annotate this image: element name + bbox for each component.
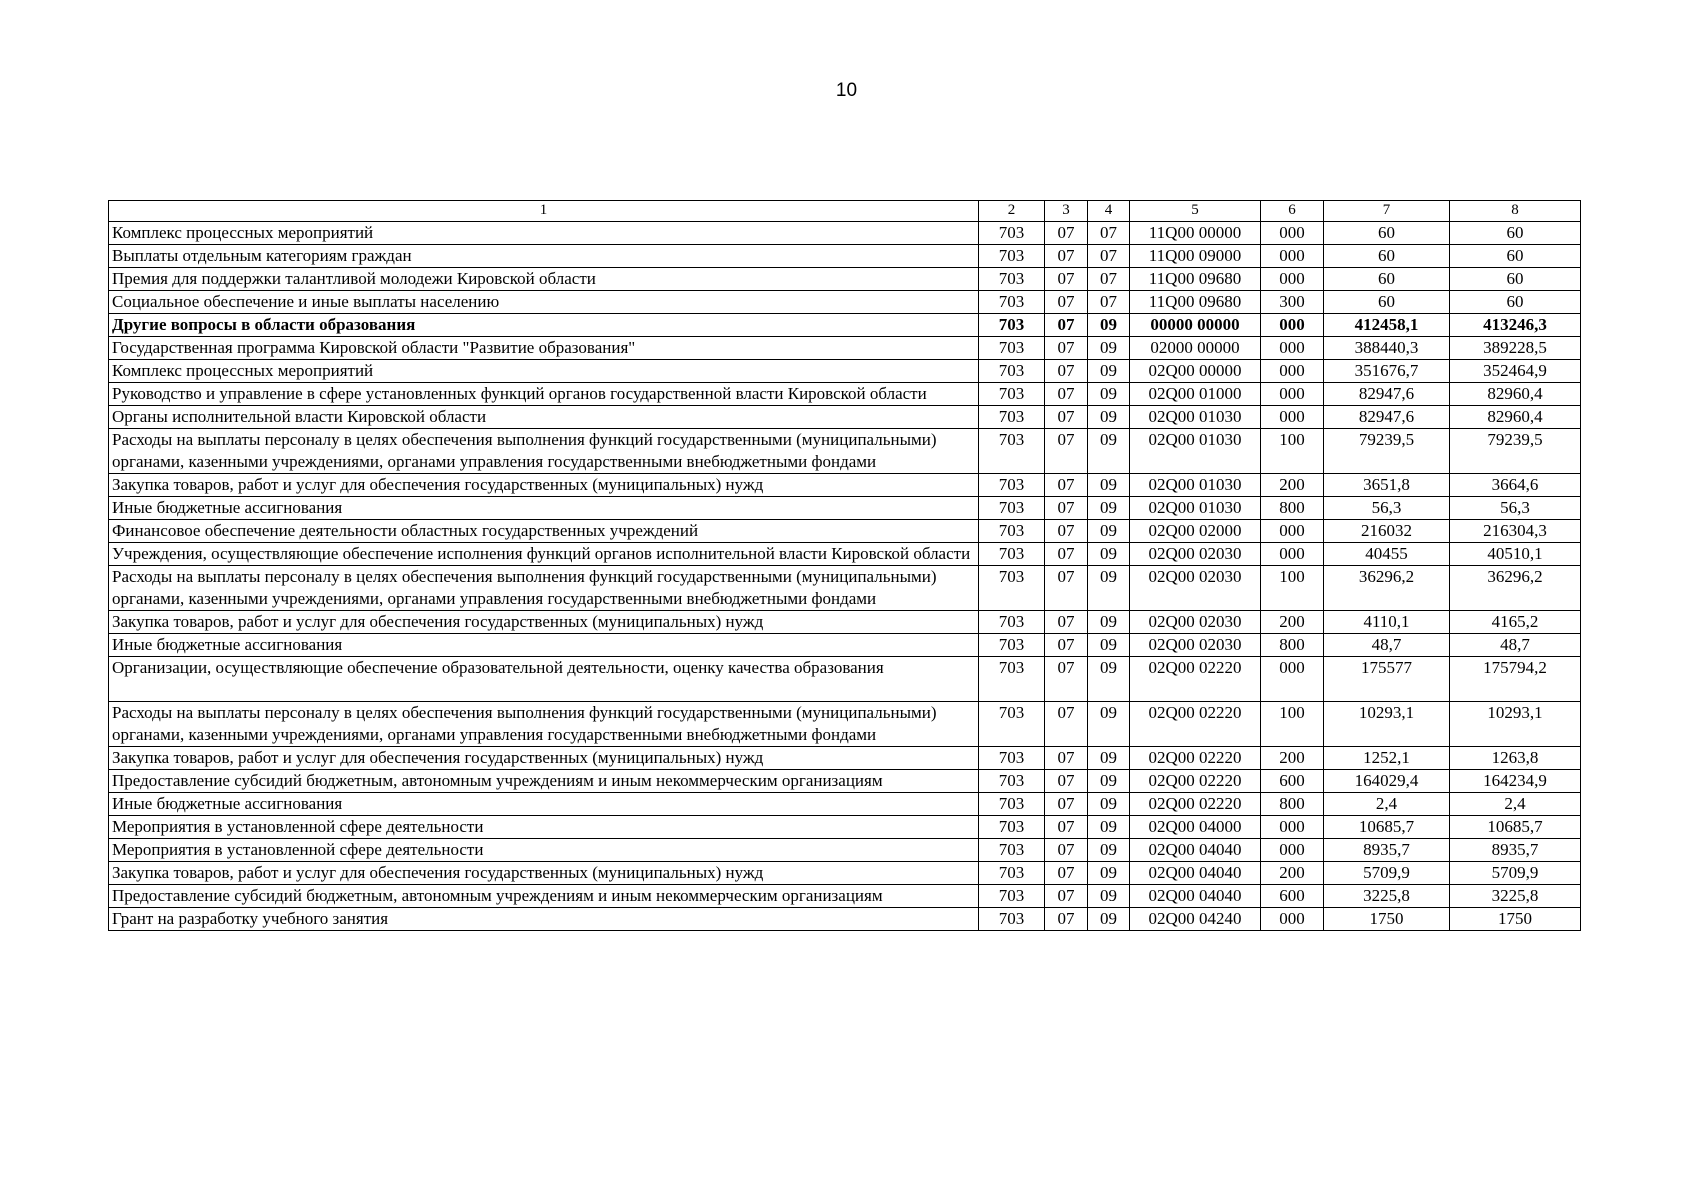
- code-cell: 703: [979, 611, 1045, 634]
- row-name-cell: Предоставление субсидий бюджетным, автономным учреждениям и иным некоммерческим организациям: [109, 770, 979, 793]
- amount-year2-cell: 216304,3: [1450, 520, 1581, 543]
- amount-year2-cell: 3225,8: [1450, 885, 1581, 908]
- code-cell: 703: [979, 885, 1045, 908]
- table-row: [109, 497, 1581, 520]
- amount-year2-cell: 79239,5: [1450, 429, 1581, 474]
- target-article-cell: 02Q00 01030: [1130, 474, 1261, 497]
- subsection-cell: 09: [1088, 702, 1130, 747]
- amount-year1-cell: 2,4: [1324, 793, 1450, 816]
- section-cell: 07: [1045, 702, 1088, 747]
- expense-type-cell: 200: [1261, 474, 1324, 497]
- table-body: [109, 222, 1581, 931]
- subsection-cell: 09: [1088, 337, 1130, 360]
- target-article-cell: 02Q00 02030: [1130, 611, 1261, 634]
- amount-year2-cell: 82960,4: [1450, 406, 1581, 429]
- amount-year1-cell: 1750: [1324, 908, 1450, 931]
- expense-type-cell: 000: [1261, 383, 1324, 406]
- column-header: 7: [1324, 201, 1450, 222]
- expense-type-cell: 300: [1261, 291, 1324, 314]
- amount-year1-cell: 412458,1: [1324, 314, 1450, 337]
- column-header: 6: [1261, 201, 1324, 222]
- target-article-cell: 02Q00 02030: [1130, 566, 1261, 611]
- row-name-cell: Руководство и управление в сфере установленных функций органов государственной власти Кировской области: [109, 383, 979, 406]
- subsection-cell: 09: [1088, 862, 1130, 885]
- expense-type-cell: 000: [1261, 268, 1324, 291]
- section-cell: 07: [1045, 360, 1088, 383]
- subsection-cell: 09: [1088, 383, 1130, 406]
- table-row: [109, 816, 1581, 839]
- amount-year2-cell: 82960,4: [1450, 383, 1581, 406]
- code-cell: 703: [979, 543, 1045, 566]
- code-cell: 703: [979, 816, 1045, 839]
- page-number: 10: [835, 80, 858, 101]
- row-name-cell: Премия для поддержки талантливой молодежи Кировской области: [109, 268, 979, 291]
- section-cell: 07: [1045, 406, 1088, 429]
- row-name-cell: Иные бюджетные ассигнования: [109, 497, 979, 520]
- subsection-cell: 07: [1088, 245, 1130, 268]
- table-row: [109, 793, 1581, 816]
- table-row: [109, 634, 1581, 657]
- subsection-cell: 09: [1088, 360, 1130, 383]
- table-row: [109, 770, 1581, 793]
- code-cell: 703: [979, 862, 1045, 885]
- code-cell: 703: [979, 429, 1045, 474]
- section-cell: 07: [1045, 291, 1088, 314]
- table-row: [109, 611, 1581, 634]
- table-header-row: [109, 201, 1581, 222]
- code-cell: 703: [979, 770, 1045, 793]
- expense-type-cell: 200: [1261, 611, 1324, 634]
- table-row: [109, 245, 1581, 268]
- amount-year1-cell: 48,7: [1324, 634, 1450, 657]
- subsection-cell: 09: [1088, 429, 1130, 474]
- code-cell: 703: [979, 839, 1045, 862]
- row-name-cell: Закупка товаров, работ и услуг для обеспечения государственных (муниципальных) нужд: [109, 747, 979, 770]
- column-header: 3: [1045, 201, 1088, 222]
- target-article-cell: 02Q00 04240: [1130, 908, 1261, 931]
- column-header: 5: [1130, 201, 1261, 222]
- table-row: [109, 520, 1581, 543]
- amount-year2-cell: 413246,3: [1450, 314, 1581, 337]
- code-cell: 703: [979, 908, 1045, 931]
- amount-year2-cell: 56,3: [1450, 497, 1581, 520]
- column-header: 2: [979, 201, 1045, 222]
- amount-year1-cell: 10685,7: [1324, 816, 1450, 839]
- table-row: [109, 268, 1581, 291]
- target-article-cell: 00000 00000: [1130, 314, 1261, 337]
- subsection-cell: 09: [1088, 566, 1130, 611]
- amount-year1-cell: 60: [1324, 291, 1450, 314]
- target-article-cell: 11Q00 00000: [1130, 222, 1261, 245]
- amount-year2-cell: 164234,9: [1450, 770, 1581, 793]
- table-row: [109, 314, 1581, 337]
- row-name-cell: Организации, осуществляющие обеспечение образовательной деятельности, оценку качества образования: [109, 657, 979, 702]
- target-article-cell: 02Q00 04040: [1130, 839, 1261, 862]
- expense-type-cell: 800: [1261, 634, 1324, 657]
- subsection-cell: 09: [1088, 816, 1130, 839]
- target-article-cell: 02Q00 02000: [1130, 520, 1261, 543]
- target-article-cell: 02Q00 04040: [1130, 885, 1261, 908]
- table-row: [109, 862, 1581, 885]
- subsection-cell: 09: [1088, 908, 1130, 931]
- expense-type-cell: 800: [1261, 793, 1324, 816]
- table-row: [109, 337, 1581, 360]
- expense-type-cell: 000: [1261, 337, 1324, 360]
- amount-year2-cell: 352464,9: [1450, 360, 1581, 383]
- amount-year1-cell: 1252,1: [1324, 747, 1450, 770]
- code-cell: 703: [979, 222, 1045, 245]
- section-cell: 07: [1045, 337, 1088, 360]
- row-name-cell: Учреждения, осуществляющие обеспечение исполнения функций органов исполнительной власти Кировской области: [109, 543, 979, 566]
- subsection-cell: 09: [1088, 839, 1130, 862]
- table-row: [109, 747, 1581, 770]
- column-header: 1: [109, 201, 979, 222]
- expense-type-cell: 100: [1261, 702, 1324, 747]
- expense-type-cell: 100: [1261, 566, 1324, 611]
- table-row: [109, 360, 1581, 383]
- subsection-cell: 09: [1088, 520, 1130, 543]
- code-cell: 703: [979, 291, 1045, 314]
- subsection-cell: 09: [1088, 657, 1130, 702]
- table-row: [109, 383, 1581, 406]
- expense-type-cell: 000: [1261, 816, 1324, 839]
- row-name-cell: Иные бюджетные ассигнования: [109, 634, 979, 657]
- row-name-cell: Мероприятия в установленной сфере деятельности: [109, 839, 979, 862]
- amount-year1-cell: 10293,1: [1324, 702, 1450, 747]
- amount-year2-cell: 10685,7: [1450, 816, 1581, 839]
- table-row: [109, 474, 1581, 497]
- table-row: [109, 566, 1581, 611]
- row-name-cell: Расходы на выплаты персоналу в целях обеспечения выполнения функций государственными (муниципальными) органами, казенными учреждениями, органами управления государственными внебюджетными фондами: [109, 702, 979, 747]
- section-cell: 07: [1045, 520, 1088, 543]
- expense-type-cell: 000: [1261, 908, 1324, 931]
- expense-type-cell: 000: [1261, 543, 1324, 566]
- table-row: [109, 885, 1581, 908]
- target-article-cell: 11Q00 09680: [1130, 268, 1261, 291]
- subsection-cell: 09: [1088, 747, 1130, 770]
- table-row: [109, 702, 1581, 747]
- target-article-cell: 02Q00 02220: [1130, 793, 1261, 816]
- expense-type-cell: 000: [1261, 360, 1324, 383]
- amount-year1-cell: 60: [1324, 245, 1450, 268]
- section-cell: 07: [1045, 245, 1088, 268]
- amount-year2-cell: 3664,6: [1450, 474, 1581, 497]
- code-cell: 703: [979, 634, 1045, 657]
- subsection-cell: 07: [1088, 222, 1130, 245]
- amount-year1-cell: 3225,8: [1324, 885, 1450, 908]
- section-cell: 07: [1045, 383, 1088, 406]
- target-article-cell: 02Q00 02030: [1130, 543, 1261, 566]
- table-row: [109, 908, 1581, 931]
- code-cell: 703: [979, 314, 1045, 337]
- expense-type-cell: 000: [1261, 520, 1324, 543]
- target-article-cell: 02000 00000: [1130, 337, 1261, 360]
- amount-year1-cell: 4110,1: [1324, 611, 1450, 634]
- row-name-cell: Закупка товаров, работ и услуг для обеспечения государственных (муниципальных) нужд: [109, 474, 979, 497]
- subsection-cell: 09: [1088, 611, 1130, 634]
- amount-year1-cell: 164029,4: [1324, 770, 1450, 793]
- amount-year1-cell: 82947,6: [1324, 406, 1450, 429]
- section-cell: 07: [1045, 566, 1088, 611]
- section-cell: 07: [1045, 657, 1088, 702]
- code-cell: 703: [979, 406, 1045, 429]
- code-cell: 703: [979, 520, 1045, 543]
- section-cell: 07: [1045, 429, 1088, 474]
- row-name-cell: Расходы на выплаты персоналу в целях обеспечения выполнения функций государственными (муниципальными) органами, казенными учреждениями, органами управления государственными внебюджетными фондами: [109, 429, 979, 474]
- expense-type-cell: 800: [1261, 497, 1324, 520]
- expense-type-cell: 000: [1261, 222, 1324, 245]
- amount-year2-cell: 389228,5: [1450, 337, 1581, 360]
- subsection-cell: 09: [1088, 497, 1130, 520]
- amount-year2-cell: 175794,2: [1450, 657, 1581, 702]
- amount-year1-cell: 5709,9: [1324, 862, 1450, 885]
- section-cell: 07: [1045, 770, 1088, 793]
- expense-type-cell: 000: [1261, 245, 1324, 268]
- row-name-cell: Грант на разработку учебного занятия: [109, 908, 979, 931]
- code-cell: 703: [979, 793, 1045, 816]
- amount-year2-cell: 60: [1450, 268, 1581, 291]
- code-cell: 703: [979, 268, 1045, 291]
- target-article-cell: 02Q00 02220: [1130, 657, 1261, 702]
- code-cell: 703: [979, 383, 1045, 406]
- amount-year1-cell: 36296,2: [1324, 566, 1450, 611]
- expense-type-cell: 100: [1261, 429, 1324, 474]
- target-article-cell: 02Q00 04040: [1130, 862, 1261, 885]
- amount-year2-cell: 10293,1: [1450, 702, 1581, 747]
- table-row: [109, 839, 1581, 862]
- amount-year1-cell: 60: [1324, 268, 1450, 291]
- code-cell: 703: [979, 702, 1045, 747]
- section-cell: 07: [1045, 747, 1088, 770]
- code-cell: 703: [979, 360, 1045, 383]
- row-name-cell: Выплаты отдельным категориям граждан: [109, 245, 979, 268]
- amount-year1-cell: 56,3: [1324, 497, 1450, 520]
- row-name-cell: Закупка товаров, работ и услуг для обеспечения государственных (муниципальных) нужд: [109, 611, 979, 634]
- amount-year2-cell: 1263,8: [1450, 747, 1581, 770]
- target-article-cell: 02Q00 02220: [1130, 702, 1261, 747]
- row-name-cell: Закупка товаров, работ и услуг для обеспечения государственных (муниципальных) нужд: [109, 862, 979, 885]
- row-name-cell: Социальное обеспечение и иные выплаты населению: [109, 291, 979, 314]
- subsection-cell: 09: [1088, 314, 1130, 337]
- amount-year1-cell: 175577: [1324, 657, 1450, 702]
- table-row: [109, 406, 1581, 429]
- code-cell: 703: [979, 474, 1045, 497]
- row-name-cell: Предоставление субсидий бюджетным, автономным учреждениям и иным некоммерческим организациям: [109, 885, 979, 908]
- target-article-cell: 11Q00 09000: [1130, 245, 1261, 268]
- section-cell: 07: [1045, 634, 1088, 657]
- target-article-cell: 02Q00 01030: [1130, 406, 1261, 429]
- expense-type-cell: 000: [1261, 406, 1324, 429]
- amount-year2-cell: 48,7: [1450, 634, 1581, 657]
- table-row: [109, 222, 1581, 245]
- section-cell: 07: [1045, 908, 1088, 931]
- amount-year1-cell: 351676,7: [1324, 360, 1450, 383]
- section-cell: 07: [1045, 885, 1088, 908]
- subsection-cell: 09: [1088, 634, 1130, 657]
- target-article-cell: 02Q00 01000: [1130, 383, 1261, 406]
- table-row: [109, 657, 1581, 702]
- section-cell: 07: [1045, 314, 1088, 337]
- expense-type-cell: 200: [1261, 862, 1324, 885]
- code-cell: 703: [979, 337, 1045, 360]
- subsection-cell: 09: [1088, 770, 1130, 793]
- row-name-cell: Комплекс процессных мероприятий: [109, 222, 979, 245]
- section-cell: 07: [1045, 474, 1088, 497]
- row-name-cell: Органы исполнительной власти Кировской области: [109, 406, 979, 429]
- amount-year2-cell: 40510,1: [1450, 543, 1581, 566]
- subsection-cell: 09: [1088, 406, 1130, 429]
- expense-type-cell: 000: [1261, 657, 1324, 702]
- amount-year2-cell: 36296,2: [1450, 566, 1581, 611]
- row-name-cell: Комплекс процессных мероприятий: [109, 360, 979, 383]
- code-cell: 703: [979, 657, 1045, 702]
- table-row: [109, 543, 1581, 566]
- amount-year1-cell: 216032: [1324, 520, 1450, 543]
- section-cell: 07: [1045, 611, 1088, 634]
- amount-year2-cell: 60: [1450, 291, 1581, 314]
- subsection-cell: 09: [1088, 793, 1130, 816]
- expense-type-cell: 600: [1261, 770, 1324, 793]
- section-cell: 07: [1045, 862, 1088, 885]
- column-header: 4: [1088, 201, 1130, 222]
- amount-year1-cell: 388440,3: [1324, 337, 1450, 360]
- subsection-cell: 07: [1088, 268, 1130, 291]
- subsection-cell: 07: [1088, 291, 1130, 314]
- subsection-cell: 09: [1088, 474, 1130, 497]
- section-cell: 07: [1045, 816, 1088, 839]
- target-article-cell: 11Q00 09680: [1130, 291, 1261, 314]
- expense-type-cell: 000: [1261, 839, 1324, 862]
- budget-table: [108, 200, 1581, 931]
- row-name-cell: Иные бюджетные ассигнования: [109, 793, 979, 816]
- section-cell: 07: [1045, 268, 1088, 291]
- amount-year2-cell: 60: [1450, 245, 1581, 268]
- code-cell: 703: [979, 245, 1045, 268]
- code-cell: 703: [979, 747, 1045, 770]
- target-article-cell: 02Q00 02220: [1130, 747, 1261, 770]
- table-row: [109, 291, 1581, 314]
- row-name-cell: Мероприятия в установленной сфере деятельности: [109, 816, 979, 839]
- row-name-cell: Финансовое обеспечение деятельности областных государственных учреждений: [109, 520, 979, 543]
- amount-year2-cell: 2,4: [1450, 793, 1581, 816]
- section-cell: 07: [1045, 543, 1088, 566]
- amount-year1-cell: 82947,6: [1324, 383, 1450, 406]
- subsection-cell: 09: [1088, 885, 1130, 908]
- section-cell: 07: [1045, 793, 1088, 816]
- section-cell: 07: [1045, 222, 1088, 245]
- column-header: 8: [1450, 201, 1581, 222]
- amount-year1-cell: 3651,8: [1324, 474, 1450, 497]
- amount-year1-cell: 60: [1324, 222, 1450, 245]
- amount-year1-cell: 40455: [1324, 543, 1450, 566]
- section-cell: 07: [1045, 497, 1088, 520]
- amount-year2-cell: 5709,9: [1450, 862, 1581, 885]
- target-article-cell: 02Q00 04000: [1130, 816, 1261, 839]
- amount-year2-cell: 60: [1450, 222, 1581, 245]
- expense-type-cell: 000: [1261, 314, 1324, 337]
- expense-type-cell: 200: [1261, 747, 1324, 770]
- amount-year1-cell: 8935,7: [1324, 839, 1450, 862]
- expense-type-cell: 600: [1261, 885, 1324, 908]
- row-name-cell: Другие вопросы в области образования: [109, 314, 979, 337]
- amount-year1-cell: 79239,5: [1324, 429, 1450, 474]
- section-cell: 07: [1045, 839, 1088, 862]
- table-row: [109, 429, 1581, 474]
- target-article-cell: 02Q00 02220: [1130, 770, 1261, 793]
- row-name-cell: Государственная программа Кировской области "Развитие образования": [109, 337, 979, 360]
- subsection-cell: 09: [1088, 543, 1130, 566]
- target-article-cell: 02Q00 01030: [1130, 497, 1261, 520]
- target-article-cell: 02Q00 02030: [1130, 634, 1261, 657]
- amount-year2-cell: 4165,2: [1450, 611, 1581, 634]
- code-cell: 703: [979, 497, 1045, 520]
- amount-year2-cell: 8935,7: [1450, 839, 1581, 862]
- code-cell: 703: [979, 566, 1045, 611]
- target-article-cell: 02Q00 00000: [1130, 360, 1261, 383]
- amount-year2-cell: 1750: [1450, 908, 1581, 931]
- row-name-cell: Расходы на выплаты персоналу в целях обеспечения выполнения функций государственными (муниципальными) органами, казенными учреждениями, органами управления государственными внебюджетными фондами: [109, 566, 979, 611]
- target-article-cell: 02Q00 01030: [1130, 429, 1261, 474]
